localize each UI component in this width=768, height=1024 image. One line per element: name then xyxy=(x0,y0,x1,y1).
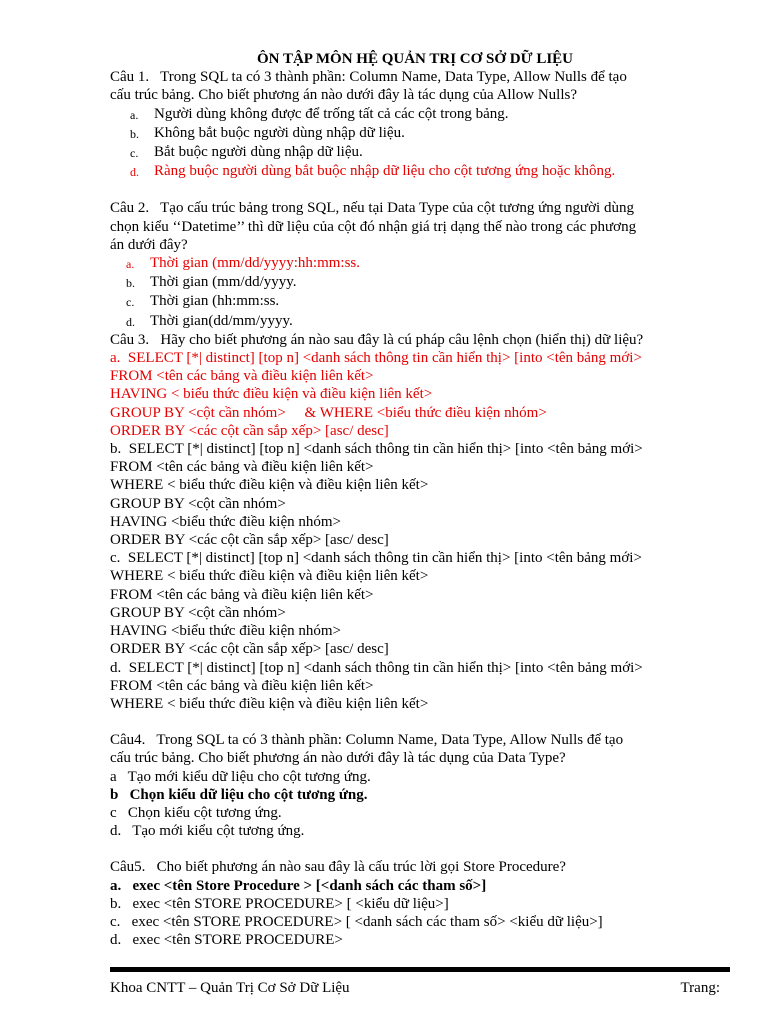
q3-a-line: a. SELECT [*| distinct] [top n] <danh sách thông tin cần hiển thị> [into <tên bảng mới> xyxy=(110,350,642,367)
q1-option-a: a. Người dùng không được để trống tất cả các cột trong bảng. xyxy=(130,105,509,122)
q3-d-line: d. SELECT [*| distinct] [top n] <danh sách thông tin cần hiển thị> [into <tên bảng mới> xyxy=(110,659,643,676)
q3-a-line: HAVING < biểu thức điều kiện và điều kiện liên kết> xyxy=(110,386,433,403)
q2-option-b: b. Thời gian (mm/dd/yyyy. xyxy=(126,274,297,291)
q1-option-b: b. Không bắt buộc người dùng nhập dữ liệu. xyxy=(130,124,405,141)
footer-divider xyxy=(110,967,730,972)
question-3 xyxy=(110,331,720,713)
page-footer xyxy=(110,980,720,997)
q5-option-c: c. exec <tên STORE PROCEDURE> [ <danh sách các tham số> <kiểu dữ liệu>] xyxy=(110,913,603,930)
q5-option-d: d. exec <tên STORE PROCEDURE> xyxy=(110,932,343,949)
q4-line-1: Câu4. Trong SQL ta có 3 thành phần: Column Name, Data Type, Allow Nulls để tạo xyxy=(110,732,624,749)
q4-option-d: d. Tạo mới kiểu cột tương ứng. xyxy=(110,823,305,840)
q4-option-c: c Chọn kiểu cột tương ứng. xyxy=(110,804,282,821)
q3-option-b xyxy=(110,440,720,549)
q2-line-2: chọn kiểu ‘‘Datetime’’ thì dữ liệu của cột đó nhận giá trị dạng thế nào trong các phương xyxy=(110,218,637,235)
question-4 xyxy=(110,731,720,840)
q3-c-line: c. SELECT [*| distinct] [top n] <danh sách thông tin cần hiển thị> [into <tên bảng mới> xyxy=(110,550,642,567)
q3-c-line: GROUP BY <cột cần nhóm> xyxy=(110,604,286,621)
q1-line-1: Câu 1. Trong SQL ta có 3 thành phần: Column Name, Data Type, Allow Nulls để tạo xyxy=(110,69,627,86)
q3-a-line: GROUP BY <cột cần nhóm> & WHERE <biểu thức điều kiện nhóm> xyxy=(110,404,547,421)
q4-line-2: cấu trúc bảng. Cho biết phương án nào dưới đây là tác dụng của Data Type? xyxy=(110,750,566,767)
q5-line-1: Câu5. Cho biết phương án nào sau đây là cấu trúc lời gọi Store Procedure? xyxy=(110,859,566,876)
page-title: ÔN TẬP MÔN HỆ QUẢN TRỊ CƠ SỞ DỮ LIỆU xyxy=(256,51,573,67)
document-body xyxy=(110,50,720,949)
q3-c-line: FROM <tên các bảng và điều kiện liên kết> xyxy=(110,586,374,603)
footer-left-text: Khoa CNTT – Quản Trị Cơ Sở Dữ Liệu xyxy=(110,980,350,996)
question-1 xyxy=(110,68,720,181)
q3-option-d xyxy=(110,659,720,714)
q1-option-c: c. Bắt buộc người dùng nhập dữ liệu. xyxy=(130,144,363,161)
q2-option-d: d. Thời gian(dd/mm/yyyy. xyxy=(126,312,293,329)
question-5 xyxy=(110,858,720,949)
q1-line-2: cấu trúc bảng. Cho biết phương án nào dưới đây là tác dụng của Allow Nulls? xyxy=(110,87,578,104)
q5-option-a-answer: a. exec <tên Store Procedure > [<danh sách các tham số>] xyxy=(110,877,487,894)
q2-option-a-answer: a. Thời gian (mm/dd/yyyy:hh:mm:ss. xyxy=(126,255,361,272)
q3-c-line: ORDER BY <các cột cần sắp xếp> [asc/ desc] xyxy=(110,641,389,658)
q3-b-line: HAVING <biểu thức điều kiện nhóm> xyxy=(110,513,341,530)
q3-b-line: WHERE < biểu thức điều kiện và điều kiện liên kết> xyxy=(110,477,429,494)
q3-line-1: Câu 3. Hãy cho biết phương án nào sau đây là cú pháp câu lệnh chọn (hiển thị) dữ liệu? xyxy=(110,331,644,348)
q2-line-1: Câu 2. Tạo cấu trúc bảng trong SQL, nếu tại Data Type của cột tương ứng người dùng xyxy=(110,200,634,217)
q3-a-line: FROM <tên các bảng và điều kiện liên kết> xyxy=(110,368,374,385)
q5-option-b: b. exec <tên STORE PROCEDURE> [ <kiểu dữ liệu>] xyxy=(110,895,449,912)
question-2 xyxy=(110,199,720,330)
q4-option-b-answer: b Chọn kiểu dữ liệu cho cột tương ứng. xyxy=(110,786,368,803)
q3-d-line: WHERE < biểu thức điều kiện và điều kiện liên kết> xyxy=(110,695,429,712)
q2-option-c: c. Thời gian (hh:mm:ss. xyxy=(126,293,280,310)
q3-b-line: ORDER BY <các cột cần sắp xếp> [asc/ desc] xyxy=(110,532,389,549)
footer-page-label: Trang: xyxy=(680,980,720,996)
q3-c-line: HAVING <biểu thức điều kiện nhóm> xyxy=(110,623,341,640)
q3-option-a-answer xyxy=(110,349,720,440)
q3-b-line: b. SELECT [*| distinct] [top n] <danh sách thông tin cần hiển thị> [into <tên bảng mới> xyxy=(110,441,643,458)
q4-option-a: a Tạo mới kiểu dữ liệu cho cột tương ứng. xyxy=(110,768,371,785)
q3-c-line: WHERE < biểu thức điều kiện và điều kiện liên kết> xyxy=(110,568,429,585)
q2-line-3: án dưới đây? xyxy=(110,236,188,253)
q3-option-c xyxy=(110,549,720,658)
q3-d-line: FROM <tên các bảng và điều kiện liên kết> xyxy=(110,677,374,694)
q3-a-line: ORDER BY <các cột cần sắp xếp> [asc/ desc] xyxy=(110,422,389,439)
q1-option-d-answer: d. Ràng buộc người dùng bắt buộc nhập dữ liệu cho cột tương ứng hoặc không. xyxy=(130,163,616,180)
q3-b-line: GROUP BY <cột cần nhóm> xyxy=(110,495,286,512)
q3-b-line: FROM <tên các bảng và điều kiện liên kết> xyxy=(110,459,374,476)
